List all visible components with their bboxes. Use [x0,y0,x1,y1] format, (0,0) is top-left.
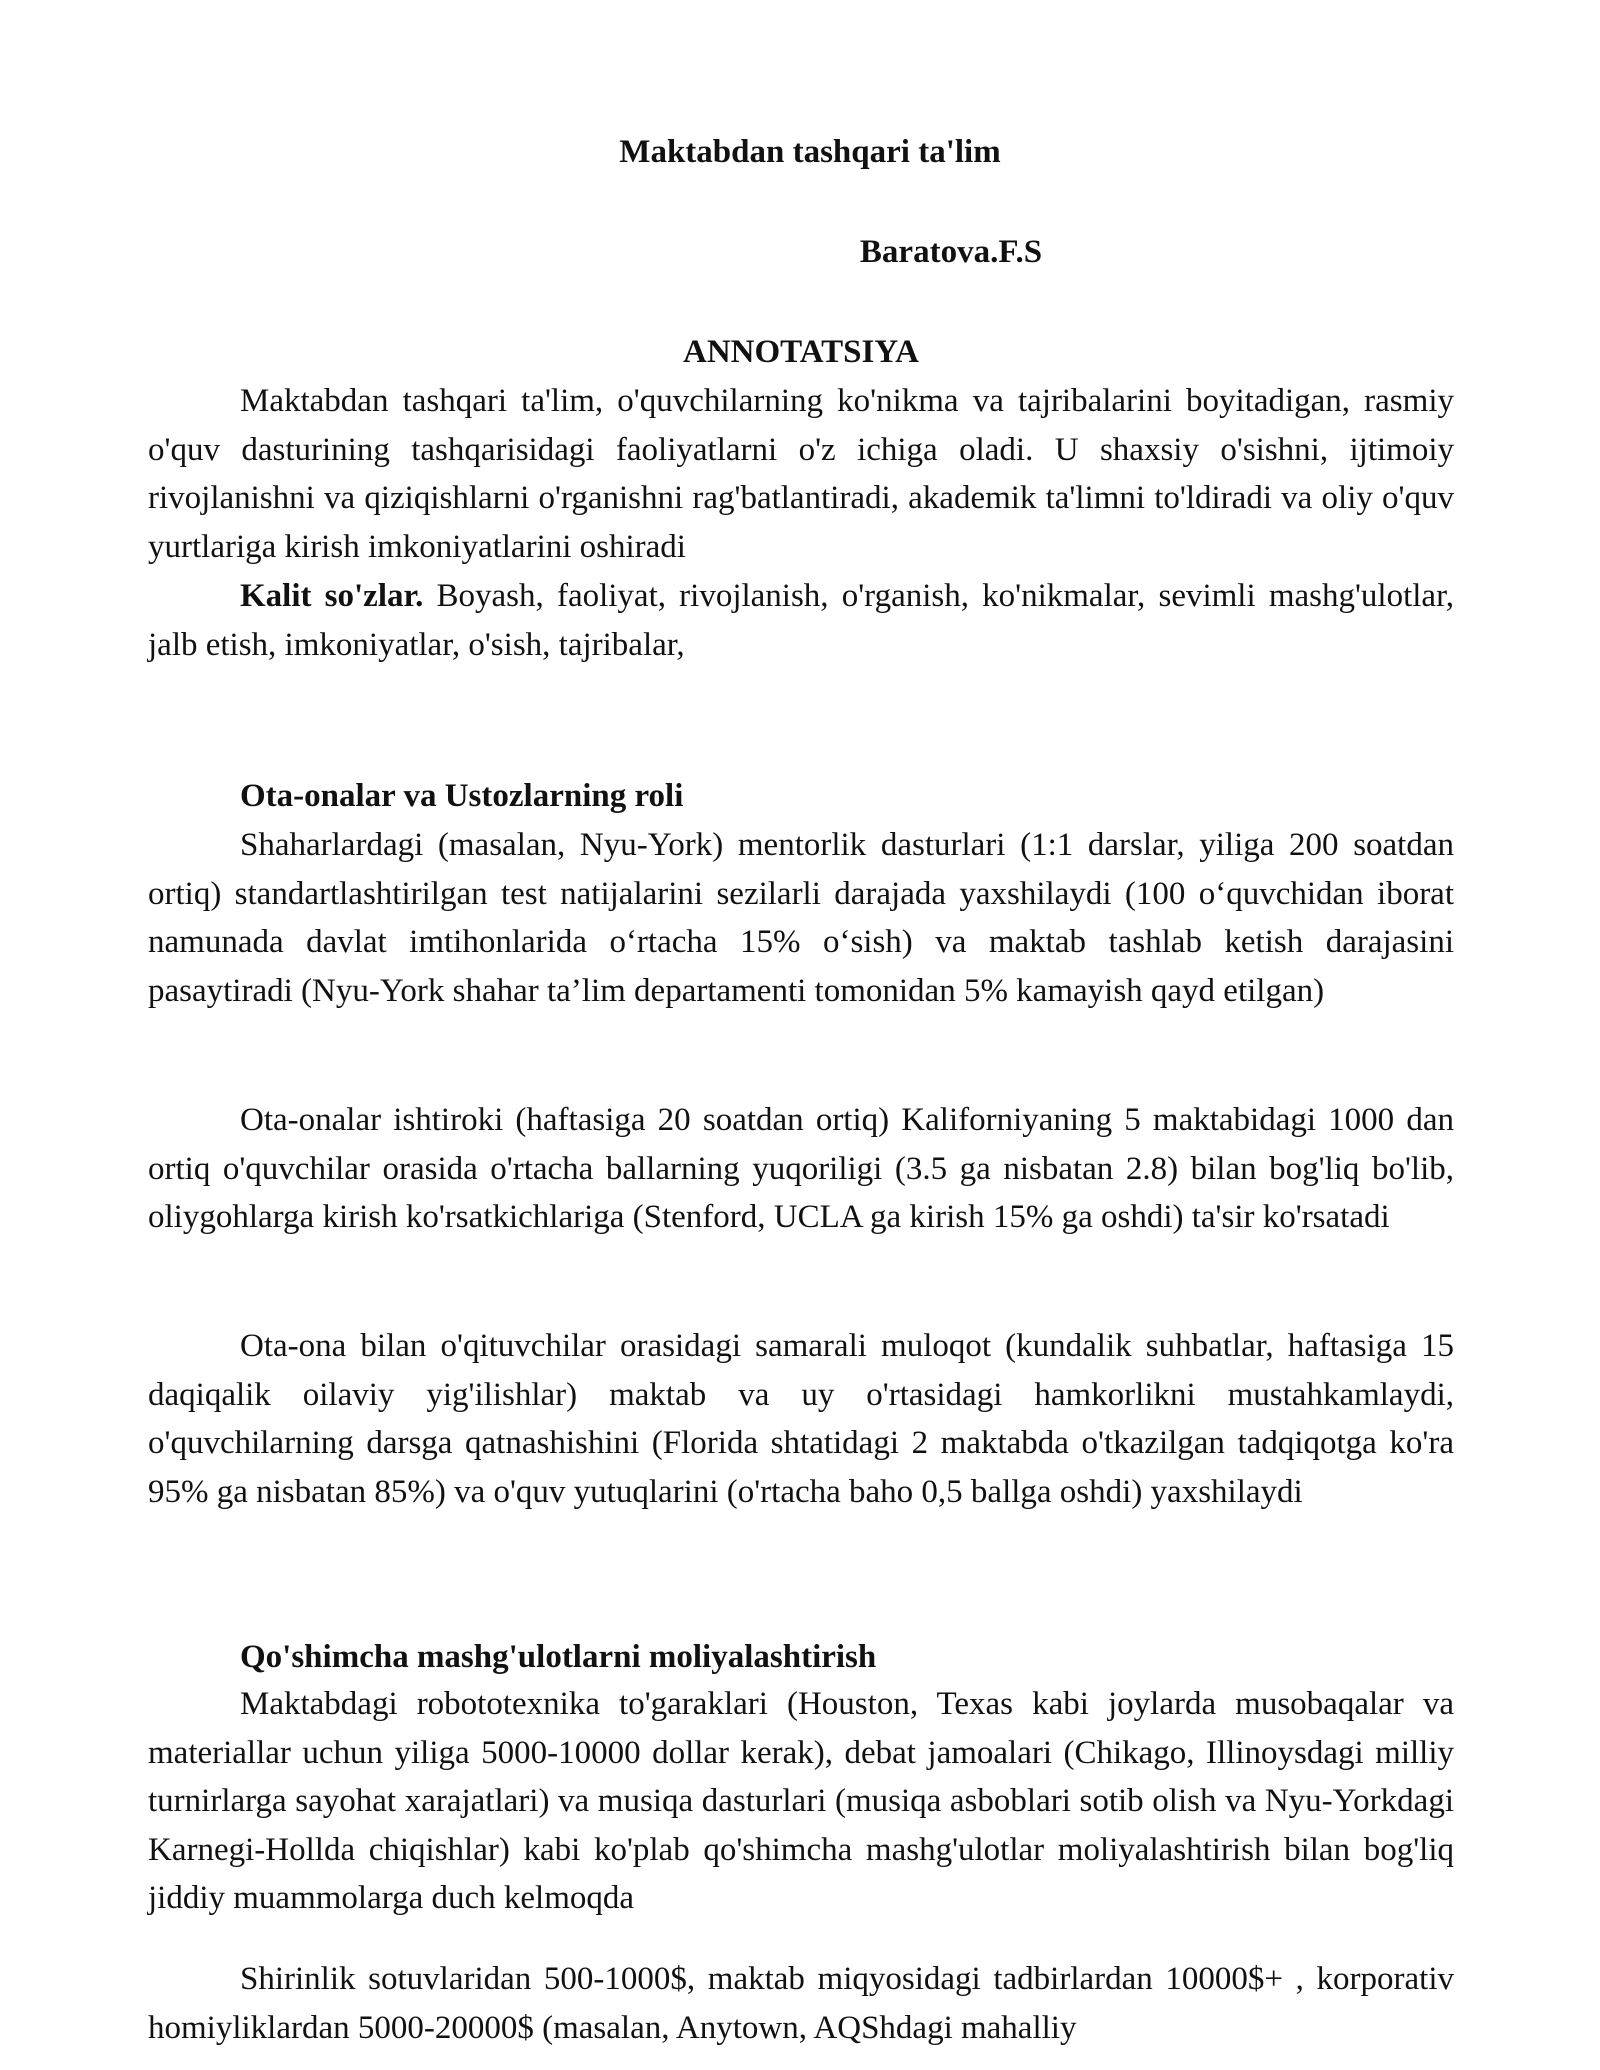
annotation-heading: ANNOTATSIYA [683,334,919,370]
section2-paragraph-1: Maktabdagi robototexnika to'garaklari (Houston, Texas kabi joylarda musobaqalar va materiallar uchun yiliga 5000-10000 dollar kerak), debat jamoalari (Chikago, Illinoysdagi milliy turnirlarga sayohat xarajatlari) va musiqa dasturlari (musiqa asboblari sotib olish va Nyu-Yorkdagi Karnegi-Hollda chiqishlar) kabi ko'plab qo'shimcha mashg'ulotlar moliyalashtirish bilan bog'liq jiddiy muammolarga duch kelmoqda [148,1686,1454,1917]
annotation-paragraph: Maktabdan tashqari ta'lim, o'quvchilarning ko'nikma va tajribalarini boyitadigan, rasmiy o'quv dasturining tashqarisidagi faoliyatlarni o'z ichiga oladi. U shaxsiy o'sishni, ijtimoiy rivojlanishni va qiziqishlarni o'rganishni rag'batlantiradi, akademik ta'limni to'ldiradi va oliy o'quv yurtlariga kirish imkoniyatlarini oshiradi [148,383,1454,565]
keywords-paragraph [148,572,1454,669]
section-heading-funding: Qo'shimcha mashg'ulotlarni moliyalashtirish [240,1639,877,1675]
section-heading-roles: Ota-onalar va Ustozlarning roli [240,778,684,814]
author-name: Baratova.F.S [859,234,1043,270]
section2-paragraph-2: Shirinlik sotuvlaridan 500-1000$, maktab miqyosidagi tadbirlardan 10000$+ , korporativ homiyliklardan 5000-20000$ (masalan, Anytown, AQShdagi mahalliy [148,1961,1454,2046]
section1-paragraph-1: Shaharlardagi (masalan, Nyu-York) mentorlik dasturlari (1:1 darslar, yiliga 200 soatdan ortiq) standartlashtirilgan test natijalarini sezilarli darajada yaxshilaydi (100 o‘quvchidan iborat namunada davlat imtihonlarida o‘rtacha 15% o‘sish) va maktab tashlab ketish darajasini pasaytiradi (Nyu-York shahar ta’lim departamenti tomonidan 5% kamayish qayd etilgan) [148,827,1454,1009]
keywords-text: Boyash, faoliyat, rivojlanish, o'rganish, ko'nikmalar, sevimli mashg'ulotlar, jalb etish, imkoniyatlar, o'sish, tajribalar, [148,578,1454,663]
section1-paragraph-3: Ota-ona bilan o'qituvchilar orasidagi samarali muloqot (kundalik suhbatlar, haftasiga 15 daqiqalik oilaviy yig'ilishlar) maktab va uy o'rtasidagi hamkorlikni mustahkamlaydi, o'quvchilarning darsga qatnashishini (Florida shtatidagi 2 maktabda o'tkazilgan tadqiqotga ko'ra 95% ga nisbatan 85%) va o'quv yutuqlarini (o'rtacha baho 0,5 ballga oshdi) yaxshilaydi [148,1328,1454,1510]
section1-paragraph-2: Ota-onalar ishtiroki (haftasiga 20 soatdan ortiq) Kaliforniyaning 5 maktabidagi 1000 dan ortiq o'quvchilar orasida o'rtacha ballarning yuqoriligi (3.5 ga nisbatan 2.8) bilan bog'liq bo'lib, oliygohlarga kirish ko'rsatkichlariga (Stenford, UCLA ga kirish 15% ga oshdi) ta'sir ko'rsatadi [148,1102,1454,1236]
keywords-label: Kalit so'zlar. [240,578,424,614]
document-title: Maktabdan tashqari ta'lim [619,134,1001,170]
